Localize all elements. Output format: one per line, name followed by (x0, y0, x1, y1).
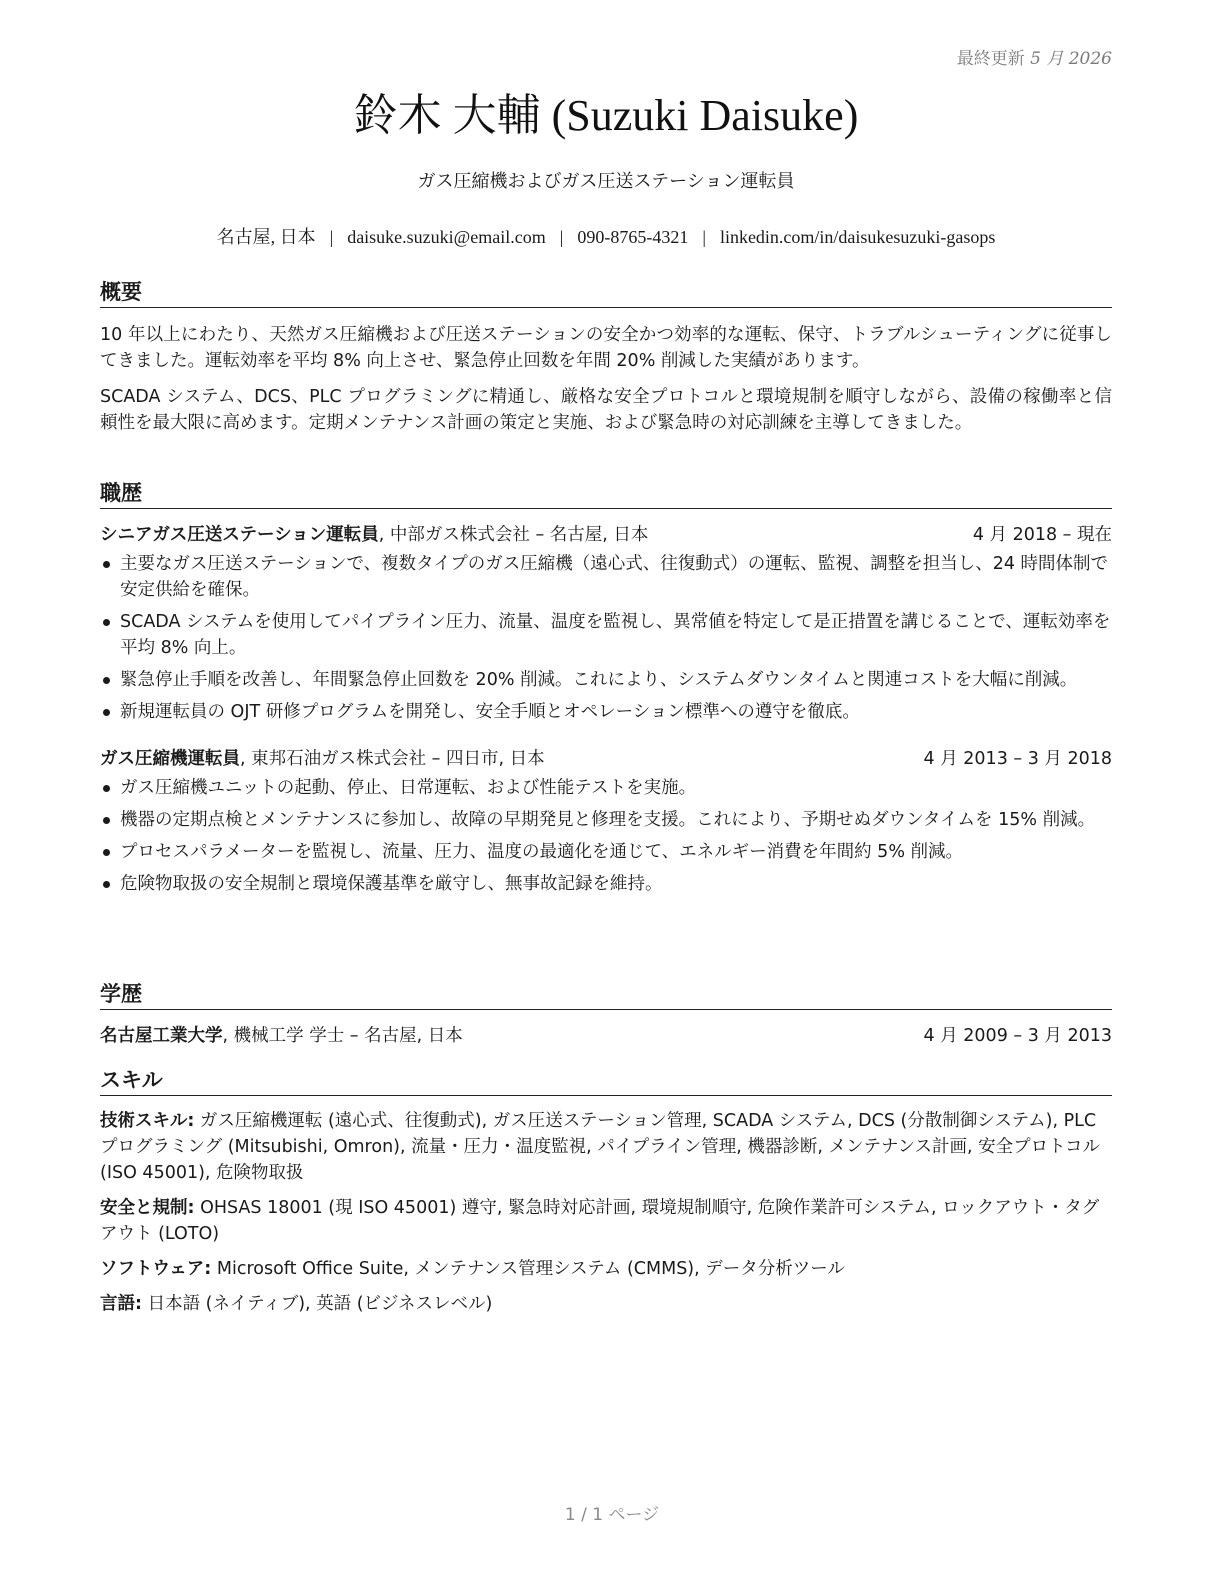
job-dates: 4 月 2018 – 現在 (972, 525, 1112, 545)
section-heading-education: 学歴 (100, 980, 1112, 1010)
section-heading-summary: 概要 (100, 278, 1112, 308)
skill-row (100, 1256, 1112, 1282)
page-number: 1 / 1 ページ (564, 1505, 660, 1525)
list-item: SCADA システムを使用してパイプライン圧力、流量、温度を監視し、異常値を特定して是正措置を講じることで、運転効率を平均 8% 向上。 (100, 609, 1112, 661)
job-role: ガス圧縮機運転員 (100, 749, 240, 769)
education-entry (100, 1022, 1112, 1050)
contact-separator: | (702, 227, 706, 247)
contact-phone: 090-8765-4321 (577, 227, 689, 247)
summary-paragraph: SCADA システム、DCS、PLC プログラミングに精通し、厳格な安全プロトコルと環境規制を順守しながら、設備の稼働率と信頼性を最大限に高めます。定期メンテナンス計画の策定と実施、および緊急時の対応訓練を主導してきました。 (100, 387, 1112, 433)
job-dates: 4 月 2013 – 3 月 2018 (923, 749, 1112, 769)
job-bullets (100, 551, 1112, 725)
contact-line (100, 222, 1112, 252)
education-school: 名古屋工業大学 (100, 1026, 223, 1046)
section-heading-experience: 職歴 (100, 479, 1112, 509)
last-updated-date: 5 月 2026 (1030, 49, 1112, 69)
skills-section (100, 1066, 1112, 1326)
job-org: , 中部ガス株式会社 – 名古屋, 日本 (378, 525, 649, 545)
candidate-title: ガス圧縮機およびガス圧送ステーション運転員 (417, 171, 795, 192)
skill-text: ガス圧縮機運転 (遠心式、往復動式), ガス圧送ステーション管理, SCADA システム, DCS (分散制御システム), PLC プログラミング (Mitsubishi, Omron), 流量・圧力・温度監視, パイプライン管理, 機器診断, メンテナンス計画, 安全プロトコル (ISO 45001), 危険物取扱 (100, 1111, 1100, 1183)
skill-label: 技術スキル: (100, 1111, 195, 1131)
skill-label: ソフトウェア: (100, 1259, 212, 1279)
summary-section (100, 278, 1112, 436)
candidate-name: 鈴木 大輔 (Suzuki Daisuke) (353, 91, 859, 140)
education-dates: 4 月 2009 – 3 月 2013 (923, 1026, 1112, 1046)
job-bullets (100, 775, 1112, 897)
contact-email[interactable]: daisuke.suzuki@email.com (347, 227, 546, 247)
skill-text: OHSAS 18001 (現 ISO 45001) 遵守, 緊急時対応計画, 環境規制順守, 危険作業許可システム, ロックアウト・タグアウト (LOTO) (100, 1198, 1100, 1244)
list-item: 危険物取扱の安全規制と環境保護基準を厳守し、無事故記録を維持。 (100, 871, 1112, 897)
job-org: , 東邦石油ガス株式会社 – 四日市, 日本 (240, 749, 545, 769)
contact-separator: | (329, 227, 334, 247)
experience-section (100, 479, 1112, 903)
skill-label: 安全と規制: (100, 1198, 195, 1218)
last-updated-prefix: 最終更新 (956, 49, 1025, 69)
list-item: 新規運転員の OJT 研修プログラムを開発し、安全手順とオペレーション標準への遵守を徹底。 (100, 699, 1112, 725)
list-item: プロセスパラメーターを監視し、流量、圧力、温度の最適化を通じて、エネルギー消費を年間約 5% 削減。 (100, 839, 1112, 865)
skill-text: 日本語 (ネイティブ), 英語 (ビジネスレベル) (142, 1294, 493, 1314)
education-detail: , 機械工学 学士 – 名古屋, 日本 (222, 1026, 463, 1046)
job-header (100, 745, 1112, 773)
contact-linkedin[interactable]: linkedin.com/in/daisukesuzuki-gasops (719, 227, 996, 247)
list-item: ガス圧縮機ユニットの起動、停止、日常運転、および性能テストを実施。 (100, 775, 1112, 801)
job-role: シニアガス圧送ステーション運転員 (100, 525, 379, 545)
skill-label: 言語: (100, 1294, 142, 1314)
job-header (100, 521, 1112, 549)
list-item: 主要なガス圧送ステーションで、複数タイプのガス圧縮機（遠心式、往復動式）の運転、監視、調整を担当し、24 時間体制で安定供給を確保。 (100, 551, 1112, 603)
section-heading-skills: スキル (100, 1066, 1112, 1096)
skill-row (100, 1291, 1112, 1317)
skill-text: Microsoft Office Suite, メンテナンス管理システム (CMMS), データ分析ツール (211, 1259, 845, 1279)
list-item: 緊急停止手順を改善し、年間緊急停止回数を 20% 削減。これにより、システムダウンタイムと関連コストを大幅に削減。 (100, 667, 1112, 693)
skill-row (100, 1108, 1112, 1186)
contact-separator: | (559, 227, 564, 247)
education-section (100, 980, 1112, 1050)
skill-row (100, 1195, 1112, 1247)
summary-paragraph: 10 年以上にわたり、天然ガス圧縮機および圧送ステーションの安全かつ効率的な運転、保守、トラブルシューティングに従事してきました。運転効率を平均 8% 向上させ、緊急停止回数を年間 20% 削減した実績があります。 (100, 325, 1112, 371)
last-updated (957, 44, 1112, 69)
list-item: 機器の定期点検とメンテナンスに参加し、故障の早期発見と修理を支援。これにより、予期せぬダウンタイムを 15% 削減。 (100, 807, 1112, 833)
contact-location: 名古屋, 日本 (216, 227, 316, 247)
